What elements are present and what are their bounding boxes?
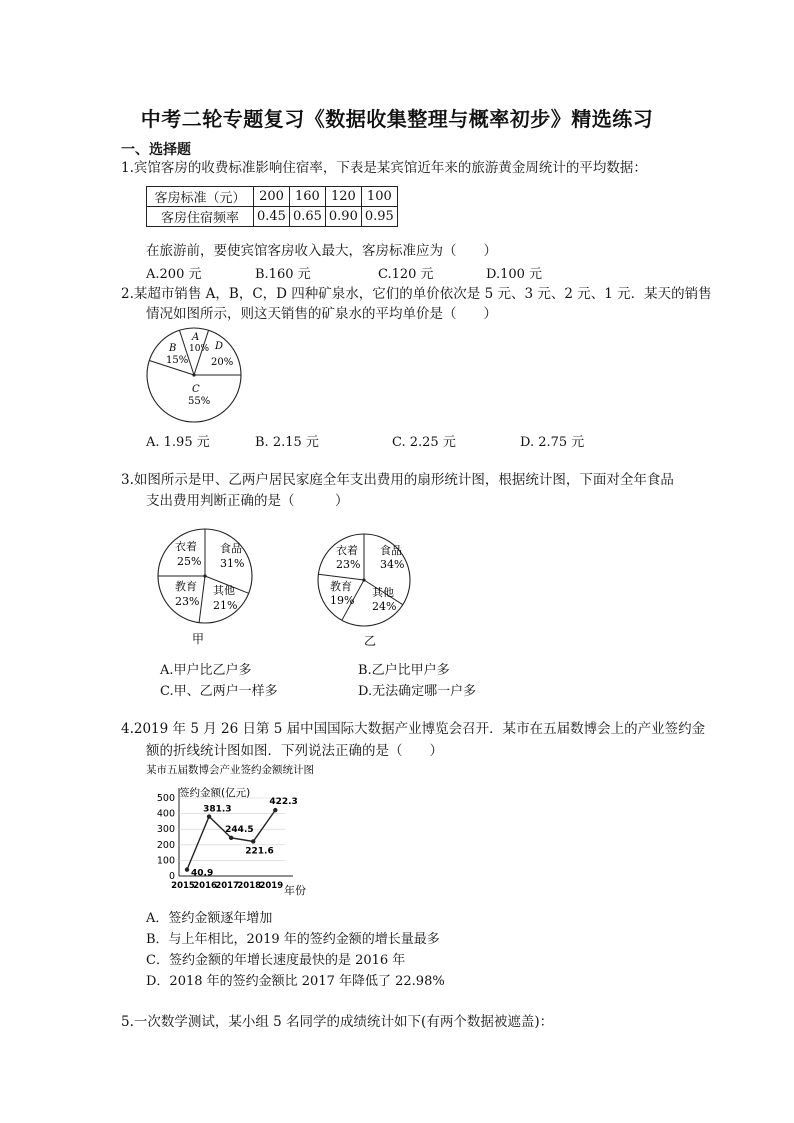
q1-option-a: A.200 元 [146,267,202,282]
q2-option-a: A. 1.95 元 [146,435,210,450]
table-cell: 100 [361,187,397,207]
q1-text: 1.宾馆客房的收费标准影响住宿率，下表是某宾馆近年来的旅游黄金周统计的平均数据： [121,160,647,176]
q4-option-b: B．与上年相比，2019 年的签约金额的增长量最多 [146,932,440,947]
pie-label-C: C [192,384,200,395]
q3-option-c: C.甲、乙两户一样多 [160,684,278,699]
jia-pie-slice-divider [199,576,205,623]
pie-caption-yi: 乙 [364,634,377,648]
q2-line2: 情况如图所示，则这天销售的矿泉水的平均单价是（ ） [146,306,497,322]
pie-label-clothing: 衣着 [336,544,358,557]
pie-value-food: 34% [380,558,405,571]
pie-label-education: 教育 [330,580,352,593]
q3-pie-yi [312,528,432,658]
q1-option-d: D.100 元 [486,267,543,282]
pie-value-other: 24% [372,600,397,613]
q3-line1: 3.如图所示是甲、乙两户居民家庭全年支出费用的扇形统计图，根据统计图，下面对全年食品 [121,472,674,488]
table-row [147,187,398,207]
yi-pie-center [362,578,365,581]
q3-option-b: B.乙户比甲户多 [358,663,450,678]
pie-value-D: 20% [211,357,234,368]
q3-pie-jia [150,528,270,658]
data-label: 244.5 [225,824,254,835]
y-tick-label: 100 [156,855,175,867]
q2-pie-chart [145,326,255,426]
data-label: 381.3 [203,804,232,815]
data-label: 221.6 [245,846,274,857]
pie-label-D: D [215,341,224,352]
table-cell: 0.45 [254,207,290,227]
table-cell: 160 [289,187,325,207]
data-label: 40.9 [191,868,214,879]
pie-label-food: 食品 [220,542,242,555]
q3-option-d: D.无法确定哪一户多 [358,684,477,699]
q2-pie-center [192,373,195,376]
q1-option-c: C.120 元 [378,267,434,282]
pie-label-A: A [192,332,200,343]
data-point [251,839,255,843]
x-tick-label: 2017 [215,881,239,891]
page-title: 中考二轮专题复习《数据收集整理与概率初步》精选练习 [140,107,654,131]
pie-label-other: 其他 [213,584,235,597]
chart-ylabel: 签约金额(亿元) [179,787,251,799]
table-cell: 0.65 [289,207,325,227]
q1-question: 在旅游前，要使宾馆客房收入最大，客房标准应为（ ） [146,243,497,259]
pie-value-food: 31% [220,557,245,570]
pie-value-other: 21% [213,599,238,612]
y-tick-label: 300 [156,824,175,836]
chart-title: 某市五届数博会产业签约金额统计图 [146,764,314,776]
q2-line1: 2.某超市销售 A，B，C，D 四种矿泉水，它们的单价依次是 5 元、3 元、2 元、1 元．某天的销售 [121,286,712,302]
q4-option-c: C．签约金额的年增长速度最快的是 2016 年 [146,953,406,968]
pie-label-education: 教育 [175,580,197,593]
pie-value-clothing: 23% [336,558,361,571]
q1-table [146,186,398,227]
table-cell: 200 [254,187,290,207]
data-point [185,867,189,871]
pie-value-clothing: 25% [177,555,202,568]
pie-label-food: 食品 [380,544,402,557]
data-point [207,814,211,818]
y-tick-label: 0 [168,871,175,882]
pie-value-B: 15% [166,355,189,366]
x-tick-label: 2019 [259,881,284,891]
pie-value-education: 19% [330,594,355,607]
section-heading: 一、选择题 [121,142,191,158]
q4-option-a: A．签约金额逐年增加 [146,911,273,926]
x-tick-label: 2015 [171,881,195,891]
y-tick-label: 500 [156,793,175,804]
q3-line2: 支出费用判断正确的是（ ） [146,493,349,509]
x-tick-label: 2016 [193,881,217,891]
x-tick-label: 2018 [237,881,262,891]
pie-label-clothing: 衣着 [175,540,197,553]
pie-caption-jia: 甲 [192,632,205,646]
jia-pie-center [203,574,206,577]
table-cell: 0.90 [325,207,361,227]
data-label: 422.3 [269,797,298,808]
q2-option-d: D. 2.75 元 [520,435,585,450]
pie-label-other: 其他 [372,586,394,599]
pie-value-education: 23% [175,595,200,608]
y-tick-label: 200 [156,839,175,851]
q2-option-c: C. 2.25 元 [392,435,456,450]
table-cell: 客房标准（元） [147,187,254,207]
table-cell: 客房住宿频率 [147,207,254,227]
q2-option-b: B. 2.15 元 [255,435,319,450]
table-cell: 0.95 [361,207,397,227]
q5-text: 5.一次数学测试，某小组 5 名同学的成绩统计如下(有两个数据被遮盖)： [121,1014,554,1030]
q3-option-a: A.甲户比乙户多 [160,663,252,678]
table-row [147,207,398,227]
y-tick-label: 400 [156,808,175,820]
data-point [273,808,277,812]
pie-label-B: B [169,343,177,354]
q4-line2: 额的折线统计图如图．下列说法正确的是（ ） [146,743,443,759]
data-point [229,836,233,840]
q4-line1: 4.2019 年 5 月 26 日第 5 届中国国际大数据产业博览会召开．某市在五届数博会上的产业签约金 [121,721,706,737]
q4-line-chart [146,762,342,900]
table-cell: 120 [325,187,361,207]
pie-value-C: 55% [188,396,211,407]
q4-option-d: D．2018 年的签约金额比 2017 年降低了 22.98% [146,974,445,989]
chart-xlabel: 年份 [284,884,306,897]
pie-value-A: 10% [189,344,210,354]
q1-option-b: B.160 元 [255,267,311,282]
